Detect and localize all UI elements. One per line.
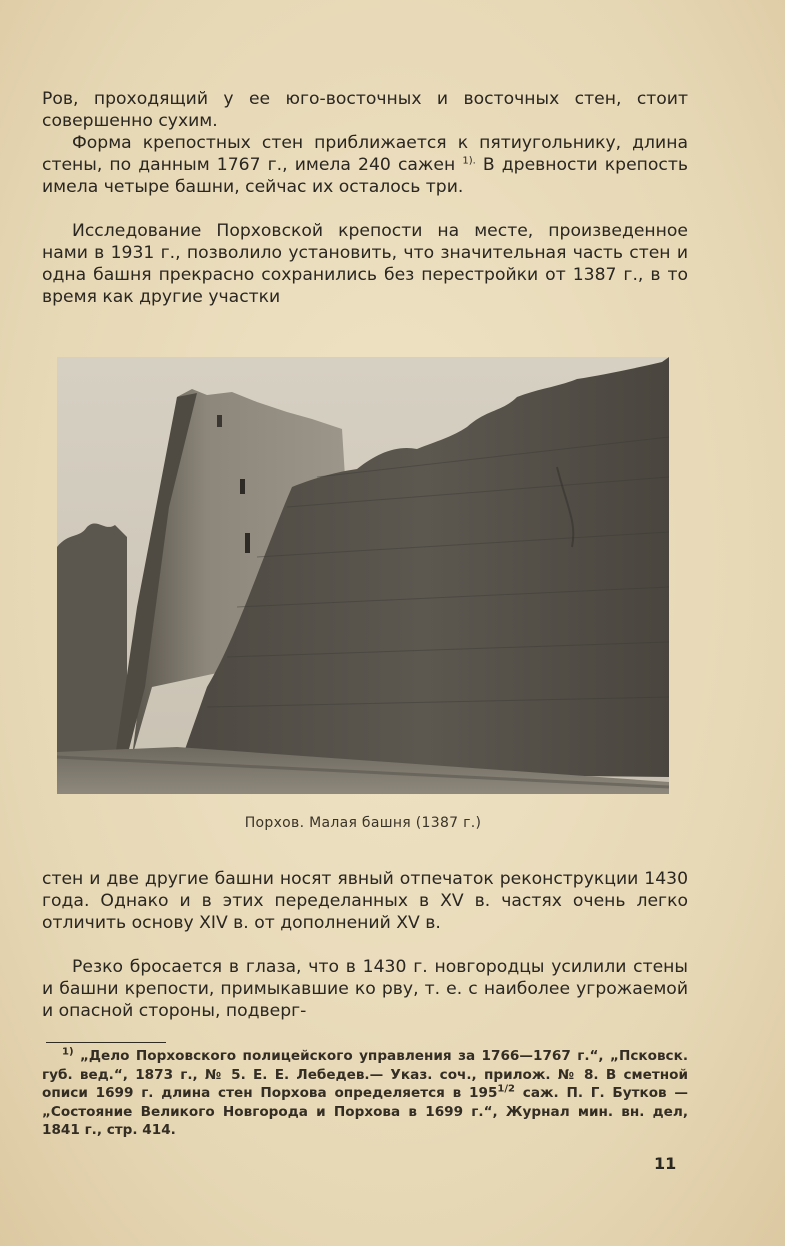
paragraph-novgorod: Резко бросается в глаза, что в 1430 г. новгородцы усилили стены и башни крепости, примыкавшие ко рву, т. е. с наиболее угрожаемой и опасной стороны, подверг-: [42, 957, 688, 1021]
page-number: 11: [654, 1154, 677, 1173]
figure-caption: Порхов. Малая башня (1387 г.): [244, 815, 482, 831]
paragraph-wall-shape: Форма крепостных стен приближается к пятиугольнику, длина стены, по данным 1767 г., имела 240 сажен $^{1).}$ В древности крепость имела четыре башни, сейчас их осталось три.: [42, 133, 688, 197]
footnote: $^{1)}$ „Дело Порховского полицейского управления за 1766—1767 г.“, „Псковск. губ. вед.“, 1873 г., № 5. Е. Е. Лебедев.— Указ. соч., прилож. № 8. В сметной описи 1699 г. длина стен Порхова определяется в $195^{1/2}$ саж. П. Г. Бутков — „Состояние Великого Новгорода и Порхова в 1699 г.“, Журнал мин. вн. дел, 1841 г., стр. 414.: [42, 1046, 689, 1138]
paragraph-moat: Ров, проходящий у ее юго-восточных и восточных стен, стоит совершенно сухим.: [42, 89, 688, 131]
footnote-divider: [46, 1042, 166, 1043]
footnote-fraction: 1/2: [497, 1083, 515, 1095]
paragraph-research: Исследование Порховской крепости на месте, произведенное нами в 1931 г., позволило установить, что значительная часть стен и одна башня прекрасно сохранились без перестройки от 1387 г., в то время как другие участки: [42, 221, 688, 307]
paragraph-reconstruction: стен и две другие башни носят явный отпечаток реконструкции 1430 года. Однако и в этих переделанных в XV в. частях очень легко отличить основу XIV в. от дополнений XV в.: [42, 869, 688, 933]
footnote-reference: 1).: [462, 155, 476, 167]
fortress-tower-photo: [57, 357, 669, 794]
footnote-marker: 1): [62, 1046, 74, 1058]
